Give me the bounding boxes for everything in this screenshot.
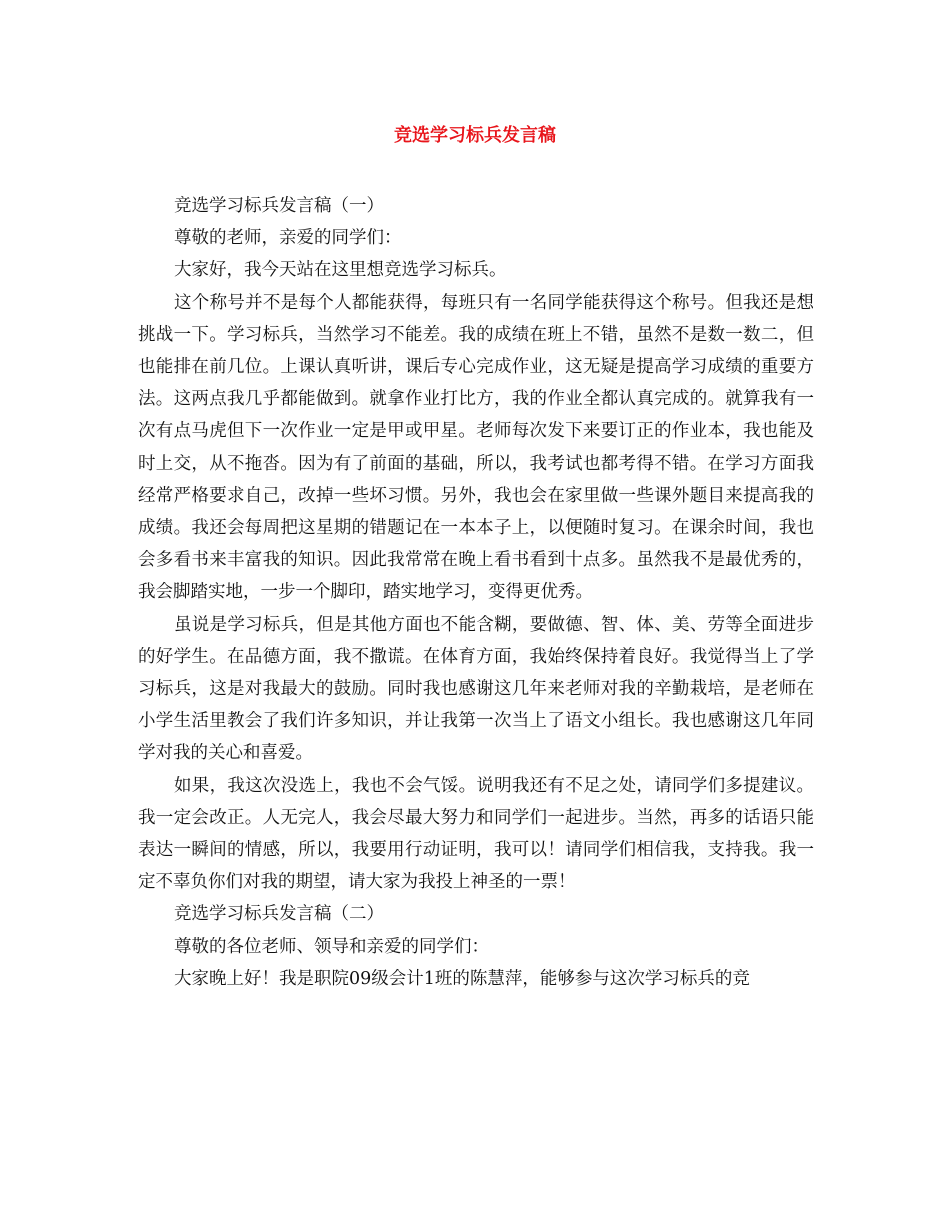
paragraph-body-1: 这个称号并不是每个人都能获得，每班只有一名同学能获得这个称号。但我还是想挑战一下。学习标兵，当然学习不能差。我的成绩在班上不错，虽然不是数一数二，但也能排在前几位。上课认真听讲，课后专心完成作业，这无疑是提高学习成绩的重要方法。这两点我几乎都能做到。就拿作业打比方，我的作业全都认真完成的。就算我有一次有点马虎但下一次作业一定是甲或甲星。老师每次发下来要订正的作业本，我也能及时上交，从不拖沓。因为有了前面的基础，所以，我考试也都考得不错。在学习方面我经常严格要求自己，改掉一些坏习惯。另外，我也会在家里做一些课外题目来提高我的成绩。我还会每周把这星期的错题记在一本本子上，以便随时复习。在课余时间，我也会多看书来丰富我的知识。因此我常常在晚上看书看到十点多。虽然我不是最优秀的，我会脚踏实地，一步一个脚印，踏实地学习，变得更优秀。 (138, 292, 814, 603)
paragraph-salutation-2: 尊敬的各位老师、领导和亲爱的同学们： (174, 936, 489, 957)
document-body (138, 190, 814, 995)
paragraph-heading-1: 竞选学习标兵发言稿（一） (174, 196, 384, 216)
paragraph-greeting-1: 大家好，我今天站在这里想竞选学习标兵。 (174, 260, 507, 281)
paragraph-body-3: 如果，我这次没选上，我也不会气馁。说明我还有不足之处，请同学们多提建议。我一定会改正。人无完人，我会尽最大努力和同学们一起进步。当然，再多的话语只能表达一瞬间的情感，所以，我要用行动证明，我可以！请同学们相信我，支持我。我一定不辜负你们对我的期望，请大家为我投上神圣的一票！ (138, 775, 814, 893)
document-title: 竞选学习标兵发言稿 (394, 125, 556, 146)
paragraph-greeting-2: 大家晚上好！我是职院09级会计1班的陈慧萍，能够参与这次学习标兵的竞 (174, 968, 750, 989)
paragraph-heading-2: 竞选学习标兵发言稿（二） (174, 904, 384, 925)
paragraph-salutation-1: 尊敬的老师，亲爱的同学们： (174, 228, 402, 249)
paragraph-body-2: 虽说是学习标兵，但是其他方面也不能含糊，要做德、智、体、美、劳等全面进步的好学生。在品德方面，我不撒谎。在体育方面，我始终保持着良好。我觉得当上了学习标兵，这是对我最大的鼓励。同时我也感谢这几年来老师对我的辛勤栽培，是老师在小学生活里教会了我们许多知识，并让我第一次当上了语文小组长。我也感谢这几年同学对我的关心和喜爱。 (138, 614, 814, 764)
